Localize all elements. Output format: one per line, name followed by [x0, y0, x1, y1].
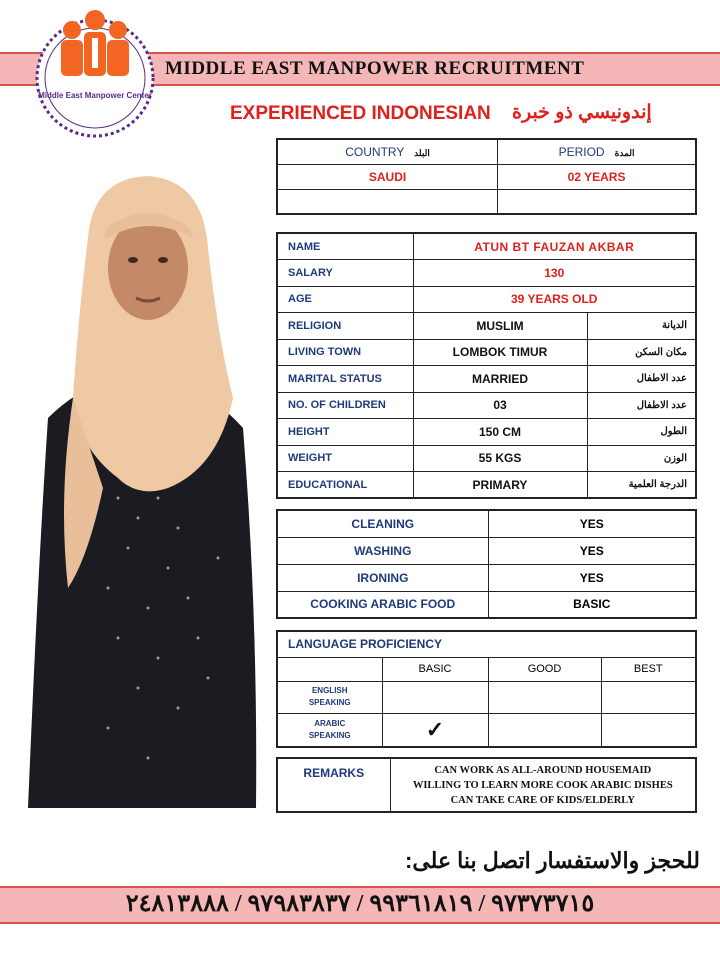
education-value: PRIMARY [413, 472, 587, 499]
name-label: NAME [277, 233, 413, 260]
table-row [277, 713, 696, 747]
name-value: ATUN BT FAUZAN AKBAR [413, 233, 696, 260]
phone-numbers: ٩٧٣٧٣٧١٥ / ٩٩٣٦١٨١٩ / ٩٧٩٨٣٨٣٧ / ٢٤٨١٣٨٨٨ [125, 891, 595, 917]
empty-cell [277, 189, 498, 214]
remark-line: CAN TAKE CARE OF KIDS/ELDERLY [450, 794, 635, 806]
english-best-cell [601, 681, 696, 713]
children-arabic: عدد الاطفال [587, 392, 696, 419]
religion-label: RELIGION [277, 313, 413, 340]
checkmark-icon: ✓ [382, 713, 488, 747]
table-row [277, 537, 696, 564]
level-basic: BASIC [382, 657, 488, 681]
table-row [277, 510, 696, 537]
remarks-table [276, 757, 697, 813]
period-header [498, 139, 696, 164]
marital-status-label: MARITAL STATUS [277, 366, 413, 393]
skill-value: YES [488, 537, 696, 564]
language-title: LANGUAGE PROFICIENCY [277, 631, 696, 657]
education-label: EDUCATIONAL [277, 472, 413, 499]
page-title: MIDDLE EAST MANPOWER RECRUITMENT [165, 58, 585, 79]
logo-text: Middle East Manpower Center [38, 91, 152, 100]
table-row [277, 392, 696, 419]
weight-label: WEIGHT [277, 445, 413, 472]
experience-table [276, 138, 697, 215]
country-label-arabic: البلد [414, 147, 430, 158]
english-label-line1: ENGLISH [311, 686, 348, 695]
country-value: SAUDI [277, 164, 498, 189]
table-row [277, 591, 696, 618]
height-arabic: الطول [587, 419, 696, 446]
language-table [276, 630, 697, 748]
living-town-label: LIVING TOWN [277, 339, 413, 366]
salary-value: 130 [413, 260, 696, 287]
english-basic-mark [382, 681, 488, 713]
marital-status-arabic: عدد الاطفال [587, 366, 696, 393]
country-header [277, 139, 498, 164]
remark-line: WILLING TO LEARN MORE COOK ARABIC DISHES [412, 779, 673, 791]
height-value: 150 CM [413, 419, 587, 446]
age-label: AGE [277, 286, 413, 313]
table-row [277, 564, 696, 591]
marital-status-value: MARRIED [413, 366, 587, 393]
table-row [277, 313, 696, 340]
arabic-best-cell [601, 713, 696, 747]
age-value: 39 YEARS OLD [413, 286, 696, 313]
skill-label: CLEANING [277, 510, 488, 537]
table-row [277, 339, 696, 366]
empty-cell [498, 189, 696, 214]
contact-prompt: للحجز والاستفسار اتصل بنا على: [405, 848, 700, 873]
weight-value: 55 KGS [413, 445, 587, 472]
empty-cell [277, 657, 382, 681]
remark-line: CAN WORK AS ALL-AROUND HOUSEMAID [434, 764, 652, 776]
period-label: PERIOD [558, 144, 605, 159]
skill-label: COOKING ARABIC FOOD [277, 591, 488, 618]
children-label: NO. OF CHILDREN [277, 392, 413, 419]
skill-value: YES [488, 510, 696, 537]
subtitle-english: EXPERIENCED INDONESIAN [230, 103, 491, 124]
religion-arabic: الديانة [587, 313, 696, 340]
religion-value: MUSLIM [413, 313, 587, 340]
skill-value: BASIC [488, 591, 696, 618]
table-row [277, 681, 696, 713]
period-label-arabic: المدة [614, 147, 635, 158]
profile-table [276, 232, 697, 499]
arabic-label-line1: ARABIC [314, 718, 346, 728]
children-value: 03 [413, 392, 587, 419]
arabic-good-cell [488, 713, 601, 747]
living-town-value: LOMBOK TIMUR [413, 339, 587, 366]
education-arabic: الدرجة العلمية [587, 472, 696, 499]
english-good-cell [488, 681, 601, 713]
period-value: 02 YEARS [498, 164, 696, 189]
remarks-text [390, 758, 696, 812]
country-label: COUNTRY [345, 144, 405, 159]
weight-arabic: الوزن [587, 445, 696, 472]
table-row [277, 445, 696, 472]
arabic-speaking-label [277, 713, 382, 747]
remarks-label: REMARKS [277, 758, 390, 812]
skill-value: YES [488, 564, 696, 591]
skills-table [276, 509, 697, 619]
level-best: BEST [601, 657, 696, 681]
candidate-photo [18, 168, 266, 808]
table-row [277, 472, 696, 499]
subtitle-arabic: إندونيسي ذو خبرة [512, 102, 652, 123]
skill-label: WASHING [277, 537, 488, 564]
salary-label: SALARY [277, 260, 413, 287]
height-label: HEIGHT [277, 419, 413, 446]
skill-label: IRONING [277, 564, 488, 591]
arabic-label-line2: SPEAKING [308, 730, 351, 740]
level-good: GOOD [488, 657, 601, 681]
english-speaking-label [277, 681, 382, 713]
table-row [277, 366, 696, 393]
table-row [277, 419, 696, 446]
living-town-arabic: مكان السكن [587, 339, 696, 366]
english-label-line2: SPEAKING [308, 698, 351, 707]
company-logo [28, 6, 162, 140]
